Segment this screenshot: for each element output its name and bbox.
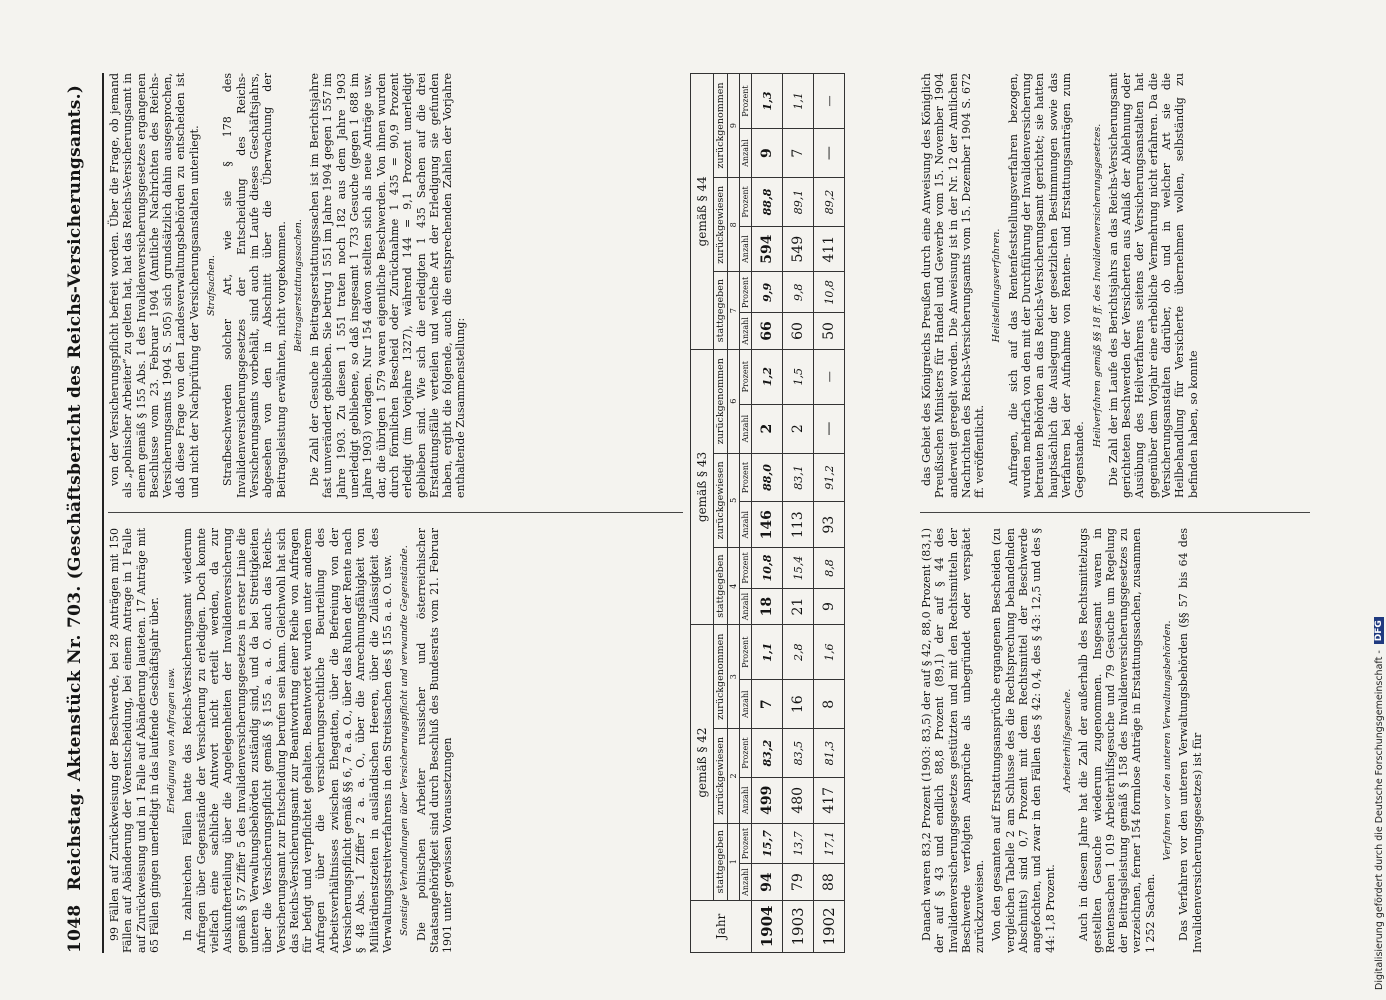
percent-cell: 2,8: [783, 625, 814, 680]
section-heading: Sonstige Verhandlungen über Versicherungspflicht und verwandte Gegenstände.: [399, 545, 411, 936]
table-row: [814, 74, 845, 953]
column-number: 5: [728, 453, 740, 547]
percent-cell: 1,5: [783, 349, 814, 404]
percent-cell: 1,2: [752, 349, 783, 404]
paragraph: das Gebiet des Königreichs Preußen durch eine Anweisung des Königlich Preußischen Ministers für Handel und Gewerbe vom 15. November 1904 anderweit geregelt worden. Die Anweisung ist in der Nr. 12 der Amtlichen Nachrichten des Reichs-Versicherungsamts vom 15. Dezember 1904 S. 672 ff. veröffentlicht.: [920, 73, 987, 498]
header-right-title: (Geschäftsbericht des Reichs-Versicherungsamts.): [65, 84, 85, 580]
anzahl-header: Anzahl: [740, 502, 752, 548]
top-left-column: [108, 528, 688, 953]
group-header: gemäß § 43: [691, 349, 714, 625]
group-header: gemäß § 42: [691, 625, 714, 901]
percent-cell: 8,8: [814, 548, 845, 589]
count-cell: 18: [752, 588, 783, 624]
percent-cell: 1,3: [752, 74, 783, 129]
column-number: 3: [728, 625, 740, 729]
prozent-header: Prozent: [740, 625, 752, 680]
bottom-columns: [920, 73, 1320, 953]
anzahl-header: Anzahl: [740, 588, 752, 624]
prozent-header: Prozent: [740, 823, 752, 864]
year-cell: 1902: [814, 900, 845, 952]
header-center-title: Aktenstück Nr. 703.: [65, 585, 85, 782]
rotated-page: [50, 73, 1340, 953]
count-cell: 88: [814, 864, 845, 900]
count-cell: 2: [752, 404, 783, 453]
statistics-table-wrap: [690, 73, 915, 953]
section-heading: Heilverfahren gemäß §§ 18 ff. des Invalidenversicherungsgesetzes.: [1091, 123, 1103, 448]
anzahl-header: Anzahl: [740, 129, 752, 178]
year-cell: 1903: [783, 900, 814, 952]
percent-cell: 13,7: [783, 823, 814, 864]
section-heading: Erledigung von Anfragen usw.: [166, 667, 178, 814]
count-cell: 7: [783, 129, 814, 178]
sub-header: zurückgenommen: [714, 625, 728, 729]
prozent-header: Prozent: [740, 74, 752, 129]
paragraph: von der Versicherungspflicht befreit worden. Über die Frage, ob jemand als „polnischer Arbeiter“ zu gelten hat, hat das Reichs-Versicherungsamt in einem gemäß § 155 Abs. 1 des Invalidenversicherungsgesetzes ergangenen Beschlusse vom 23. Februar 1904 (Amtliche Nachrichten des Reichs-Versicherungsamts 1904 S. 505) sich grundsätzlich dahin ausgesprochen, daß diese Frage von den Landesverwaltungsbehörden zu entscheiden ist und nicht der Nachprüfung der Versicherungsanstalten unterliegt.: [108, 73, 201, 498]
sub-header: zurückgewiesen: [714, 178, 728, 272]
paragraph: In zahlreichen Fällen hatte das Reichs-Versicherungsamt wiederum Anfragen über Gegenstände der Versicherung zu erledigen. Doch konnte vielfach eine sachliche Antwort nicht erteilt werden, da zur Auskunfterteilung über die Angelegenheiten der Invalidenversicherung gemäß § 57 Ziffer 5 des Invalidenversicherungsgesetzes in erster Linie die unteren Verwaltungsbehörden zuständig sind, und da bei Streitigkeiten über die Versicherungspflicht gemäß § 155 a. a. O. auch das Reichs-Versicherungsamt zur Entscheidung berufen sein kann. Gleichwohl hat sich das Reichs-Versicherungsamt zur Beantwortung einer Reihe von Anfragen für befugt und verpflichtet gehalten. Beantwortet wurden unter anderem Anfragen über die versicherungsrechtliche Beurteilung des Arbeitsverhältnisses zwischen Ehegatten, über die Befreiung von der Versicherungspflicht gemäß §§ 6, 7 a. a. O., über das Ruhen der Rente nach § 48 Abs. 1 Ziffer 2 a. a. O., über die Anrechnungsfähigkeit von Militärdienstzeiten in ausländischen Heeren, über die Zulässigkeit des Verwaltungsstreitverfahrens in den Streitsachen des § 155 a. a. O. usw.: [181, 528, 394, 953]
count-cell: 93: [814, 502, 845, 548]
sub-header: zurückgenommen: [714, 349, 728, 453]
year-header: Jahr: [691, 900, 752, 952]
top-columns: [108, 73, 693, 953]
header-left-title: Reichstag.: [65, 787, 85, 891]
count-cell: 21: [783, 588, 814, 624]
page-header: [50, 73, 100, 953]
count-cell: 2: [783, 404, 814, 453]
column-number: 7: [728, 272, 740, 349]
prozent-header: Prozent: [740, 178, 752, 227]
paragraph: Danach waren 83,2 Prozent (1903: 83,5) der auf § 42, 88,0 Prozent (83,1) der auf § 43 und endlich 88,8 Prozent (89,1) der auf § 44 des Invalidenversicherungsgesetzes gestützten und mit den Rechtsmitteln der Beschwerde verfolgten Ansprüche als unbegründet oder verspätet zurückzuweisen.: [920, 528, 987, 953]
table-row: [783, 74, 814, 953]
anzahl-header: Anzahl: [740, 226, 752, 272]
count-cell: 113: [783, 502, 814, 548]
top-right-column: [108, 73, 688, 498]
anzahl-header: Anzahl: [740, 680, 752, 729]
count-cell: 94: [752, 864, 783, 900]
dfg-logo: DFG: [1374, 617, 1384, 644]
count-cell: 499: [752, 777, 783, 823]
sub-header: zurückgewiesen: [714, 453, 728, 547]
percent-cell: 10,8: [752, 548, 783, 589]
anzahl-header: Anzahl: [740, 313, 752, 349]
percent-cell: —: [814, 74, 845, 129]
statistics-table: [690, 73, 845, 953]
paragraph: Von den gesamten auf Erstattungsansprüche ergangenen Bescheiden (zu vergleichen Tabelle 2 am Schlusse des die Rechtsprechung behandelnden Abschnitts) sind 0,7 Prozent mit dem Rechtsmittel der Beschwerde angefochten, und zwar in den Fällen des § 42: 0,4, des § 43: 12,5 und des § 44: 1,8 Prozent.: [990, 528, 1057, 953]
sub-header: zurückgewiesen: [714, 729, 728, 823]
group-header: gemäß § 44: [691, 74, 714, 350]
percent-cell: —: [814, 349, 845, 404]
count-cell: 60: [783, 313, 814, 349]
section-heading: Arbeiterhilfsgesuche.: [1061, 688, 1073, 793]
anzahl-header: Anzahl: [740, 777, 752, 823]
percent-cell: 83,2: [752, 729, 783, 778]
paragraph: Strafbeschwerden solcher Art, wie sie § 178 des Invalidenversicherungsgesetzes der Entscheidung des Reichs-Versicherungsamts vorbehält, sind auch im Laufe dieses Geschäftsjahrs, abgesehen von den in Abschnitt über die Überwachung der Beitragsleistung erwähnten, nicht vorgekommen.: [221, 73, 288, 498]
sub-header: stattgegeben: [714, 272, 728, 349]
count-cell: 411: [814, 226, 845, 272]
count-cell: 66: [752, 313, 783, 349]
paragraph: Die polnischen Arbeiter russischer und österreichischer Staatsangehörigkeit sind durch Beschluß des Bundesrats vom 21. Februar 1901 unter gewissen Voraussetzungen: [414, 528, 455, 953]
prozent-header: Prozent: [740, 548, 752, 589]
sub-header: stattgegeben: [714, 823, 728, 900]
count-cell: 549: [783, 226, 814, 272]
bottom-left-column: [920, 528, 1315, 953]
section-heading: Verfahren vor den unteren Verwaltungsbehörden.: [1162, 620, 1174, 861]
percent-cell: 15,4: [783, 548, 814, 589]
year-cell: 1904: [752, 900, 783, 952]
column-number: 6: [728, 349, 740, 453]
bottom-right-column: [920, 73, 1315, 498]
count-cell: 50: [814, 313, 845, 349]
column-number: 8: [728, 178, 740, 272]
count-cell: 7: [752, 680, 783, 729]
percent-cell: 81,3: [814, 729, 845, 778]
count-cell: 16: [783, 680, 814, 729]
percent-cell: 88,0: [752, 453, 783, 502]
percent-cell: 9,8: [783, 272, 814, 313]
section-heading: Heilstellungsverfahren.: [991, 228, 1003, 343]
percent-cell: 89,2: [814, 178, 845, 227]
percent-cell: 15,7: [752, 823, 783, 864]
percent-cell: 1,1: [783, 74, 814, 129]
percent-cell: 88,8: [752, 178, 783, 227]
percent-cell: 1,1: [752, 625, 783, 680]
percent-cell: 89,1: [783, 178, 814, 227]
count-cell: —: [814, 129, 845, 178]
column-divider: [920, 512, 1310, 513]
percent-cell: 83,5: [783, 729, 814, 778]
count-cell: 79: [783, 864, 814, 900]
sub-header: stattgegeben: [714, 548, 728, 625]
prozent-header: Prozent: [740, 272, 752, 313]
anzahl-prozent-row: [740, 74, 752, 953]
prozent-header: Prozent: [740, 453, 752, 502]
count-cell: 9: [814, 588, 845, 624]
paragraph: Auch in diesem Jahre hat die Zahl der außerhalb des Rechtsmittelzugs gestellten Gesuche wiederum zugenommen. Insgesamt waren in Rentensachen 1 019 Arbeiterhilfsgesuche und 79 Gesuche um Regelung der Beitragsleistung gemäß § 158 des Invalidenversicherungsgesetzes zu verzeichnen, ferner 154 formlose Anträge in Erstattungssachen, zusammen 1 252 Sachen.: [1077, 528, 1157, 953]
column-number: 4: [728, 548, 740, 625]
count-cell: 8: [814, 680, 845, 729]
percent-cell: 83,1: [783, 453, 814, 502]
section-heading: Beitragserstattungssachen.: [292, 219, 304, 352]
section-heading: Strafsachen.: [206, 255, 218, 316]
count-cell: —: [814, 404, 845, 453]
anzahl-header: Anzahl: [740, 864, 752, 900]
count-cell: 480: [783, 777, 814, 823]
paragraph: 99 Fällen auf Zurückweisung der Beschwerde, bei 28 Anträgen mit 150 Fällen auf Abänderung der Vorentscheidung, bei einem Antrage in 1 Falle auf Zurückweisung und in 1 Falle auf Abänderung lauteten. 17 Anträge mit 65 Fällen gingen unerledigt in das laufende Geschäftsjahr über.: [108, 528, 161, 953]
table-body: [752, 74, 845, 953]
prozent-header: Prozent: [740, 349, 752, 404]
count-cell: 417: [814, 777, 845, 823]
count-cell: 594: [752, 226, 783, 272]
column-number: 1: [728, 823, 740, 900]
column-number: 2: [728, 729, 740, 823]
percent-cell: 9,9: [752, 272, 783, 313]
paragraph: Anfragen, die sich auf das Rentenfeststellungsverfahren bezogen, wurden mehrfach von den mit der Durchführung der Invalidenversicherung betrauten Behörden an das Reichs-Versicherungsamt gerichtet; sie hatten hauptsächlich die Auslegung der gesetzlichen Bestimmungen sowie das Verfahren bei der Aufnahme von Renten- und Erstattungsanträgen zum Gegenstande.: [1006, 73, 1087, 498]
percent-cell: 91,2: [814, 453, 845, 502]
percent-cell: 17,1: [814, 823, 845, 864]
column-number: 9: [728, 74, 740, 178]
percent-cell: 10,8: [814, 272, 845, 313]
table-row: [752, 74, 783, 953]
digitization-text: Digitalisierung gefördert durch die Deutsche Forschungsgemeinschaft -: [1373, 650, 1385, 990]
count-cell: 146: [752, 502, 783, 548]
column-divider: [108, 512, 683, 513]
anzahl-header: Anzahl: [740, 404, 752, 453]
prozent-header: Prozent: [740, 729, 752, 778]
count-cell: 9: [752, 129, 783, 178]
header-rule: [102, 73, 104, 953]
paragraph: Die Zahl der im Laufe des Berichtsjahrs an das Reichs-Versicherungsamt gerichteten Beschwerden der Versicherten aus Anlaß der Ablehnung oder Ausübung des Heilverfahrens seitens der Versicherungsanstalten hat gegenüber dem Vorjahr eine erhebliche Vermehrung nicht erfahren. Da die Versicherungsanstalten darüber, ob und in welcher Art sie die Heilbehandlung für Versicherte übernehmen wollen, selbständig zu befinden haben, so konnte: [1106, 73, 1200, 498]
page-number: 1048: [65, 904, 85, 953]
percent-cell: 1,6: [814, 625, 845, 680]
digitization-note: [1372, 10, 1386, 990]
paragraph: Die Zahl der Gesuche in Beitragserstattungssachen ist im Berichtsjahre fast unverändert geblieben. Sie betrug 1 551 im Jahre 1904 gegen 1 557 im Jahre 1903. Zu diesen 1 551 traten noch 182 aus dem Jahre 1903 unerledigt gebliebene, so daß insgesamt 1 733 Gesuche (gegen 1 688 im Jahre 1903) vorlagen. Nur 154 davon stellten sich als neue Anträge usw. dar, die übrigen 1 579 waren eigentliche Beschwerden. Von ihnen wurden durch förmlichen Bescheid oder Zurücknahme 1 435 = 90,9 Prozent erledigt (im Vorjahre 1327), während 144 = 9,1 Prozent unerledigt geblieben sind. Wie sich die erledigten 1 435 Sachen auf die drei Erstattungsfälle verteilen und welche Art der Erledigung sie gefunden haben, ergibt die folgende, auch die entsprechenden Zahlen der Vorjahre enthaltende Zusammenstellung:: [308, 73, 468, 498]
paragraph: Das Verfahren vor den unteren Verwaltungsbehörden (§§ 57 bis 64 des Invalidenversicherungsgesetzes) ist für: [1177, 528, 1204, 953]
sub-header: zurückgenommen: [714, 74, 728, 178]
